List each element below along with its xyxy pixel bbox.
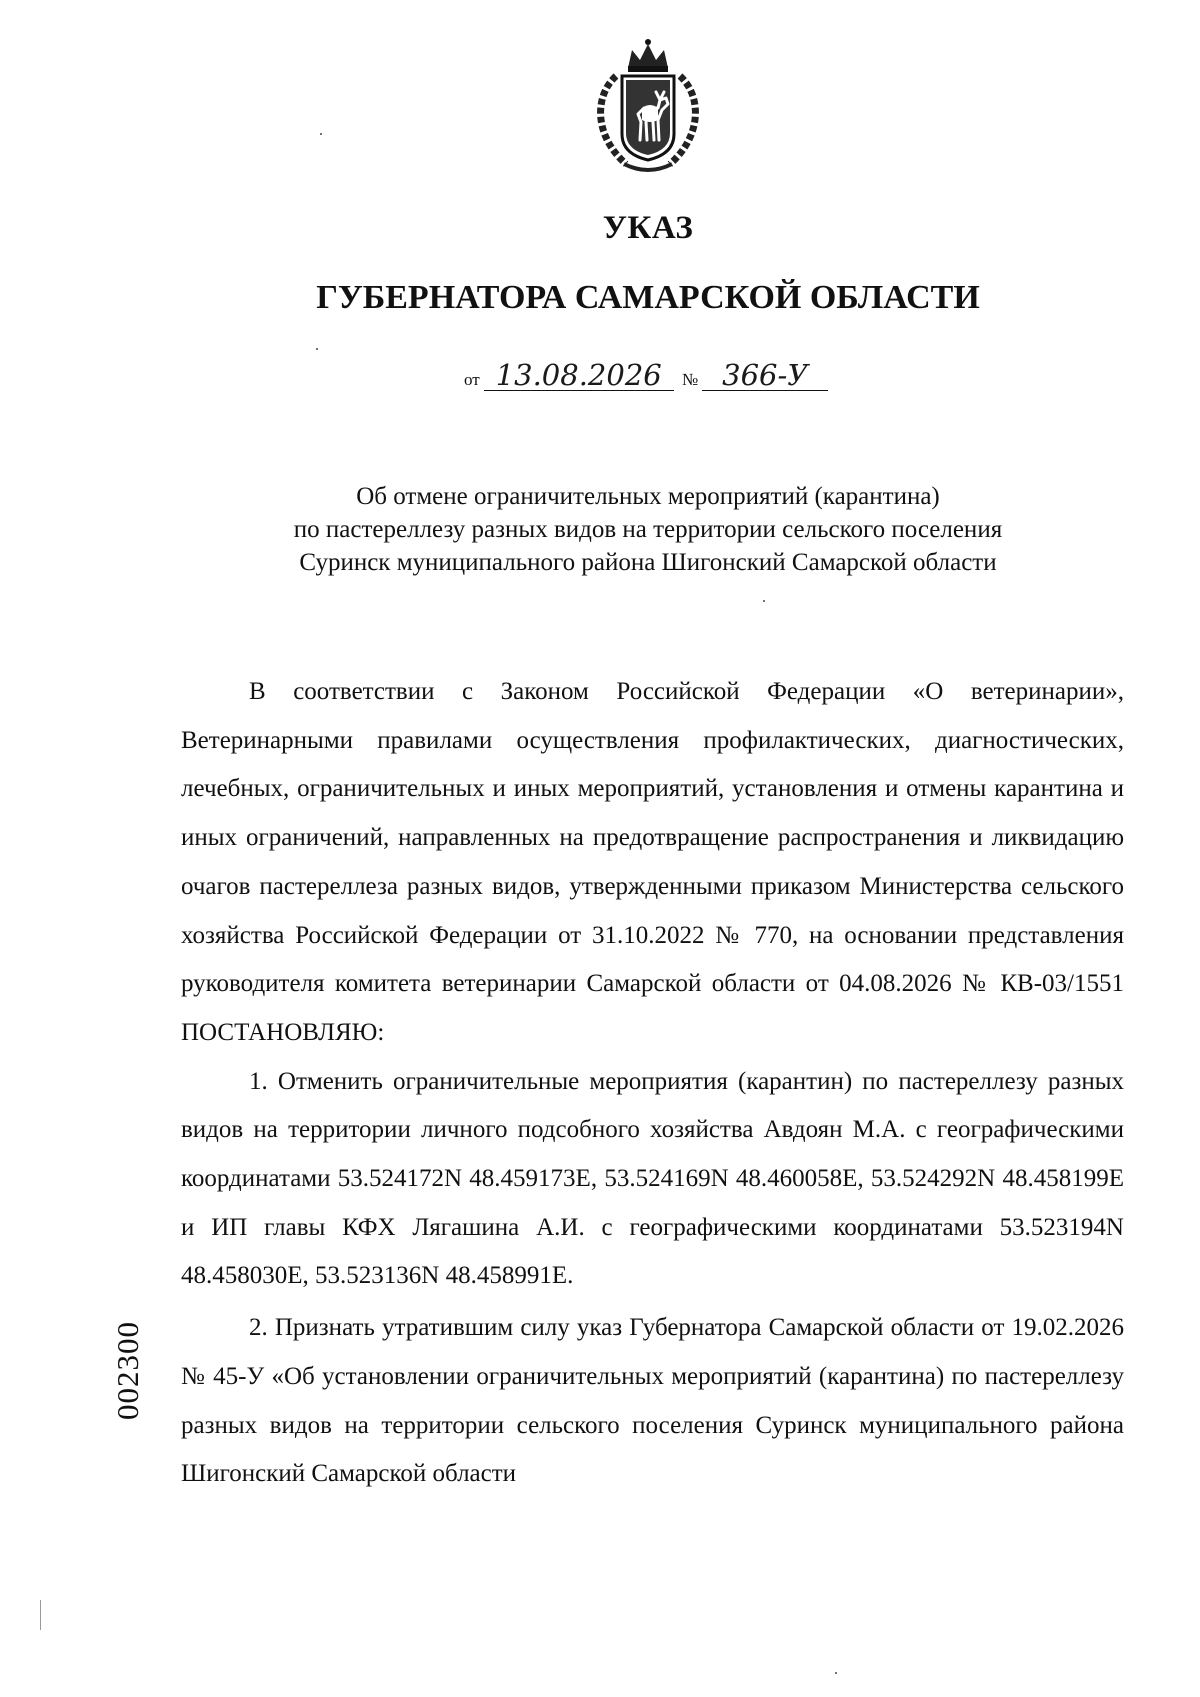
item-2-paragraph: 2. Признать утратившим силу указ Губернатора Самарской области от 19.02.2026 № 45-У «Об установлении ограничительных мероприятий (карантина) по пастереллезу разных видов на территории сельского поселения Суринск муниципального района Шигонский Самарской области: [181, 1314, 1124, 1488]
decree-body: [181, 668, 1124, 1499]
decree-authority-title: ГУБЕРНАТОРА САМАРСКОЙ ОБЛАСТИ: [316, 279, 980, 316]
scan-speck: [835, 1672, 837, 1674]
handwritten-number: 366-У: [702, 360, 828, 391]
date-prefix: от: [464, 370, 480, 389]
margin-registration-number: 002300: [110, 1321, 145, 1420]
subject-line: Об отмене ограничительных мероприятий (карантина): [356, 483, 940, 510]
scan-speck: [316, 348, 318, 350]
coat-of-arms-emblem: [586, 36, 710, 176]
subject-line: Суринск муниципального района Шигонский Самарской области: [299, 549, 997, 576]
scan-edge-mark: [40, 1600, 41, 1630]
decree-type-title: УКАЗ: [602, 210, 694, 246]
number-prefix: №: [681, 370, 699, 389]
scan-speck: [320, 133, 322, 135]
handwritten-date: 13.08.2026: [484, 360, 674, 391]
subject-line: по пастереллезу разных видов на территории сельского поселения: [293, 516, 1003, 543]
item-1-paragraph: 1. Отменить ограничительные мероприятия (карантин) по пастереллезу разных видов на территории личного подсобного хозяйства Авдоян М.А. с географическими координатами 53.524172N 48.459173E, 53.524169N 48.460058E, 53.524292N 48.458199E и ИП главы КФХ Лягашина А.И. с географическими координатами 53.523194N 48.458030E, 53.523136N 48.458991E.: [181, 1067, 1124, 1290]
scan-speck: [763, 600, 765, 602]
preamble-paragraph: В соответствии с Законом Российской Федерации «О ветеринарии», Ветеринарными правилами осуществления профилактических, диагностических, лечебных, ограничительных и иных мероприятий, установления и отмены карантина и иных ограничений, направленных на предотвращение распространения и ликвидацию очагов пастереллеза разных видов, утвержденными приказом Министерства сельского хозяйства Российской Федерации от 31.10.2022 № 770, на основании представления руководителя комитета ветеринарии Самарской области от 04.08.2026 № КВ-03/1551 ПОСТАНОВЛЯЮ:: [181, 678, 1124, 1046]
date-number-line: [460, 360, 860, 391]
decree-subject: [200, 480, 1096, 579]
